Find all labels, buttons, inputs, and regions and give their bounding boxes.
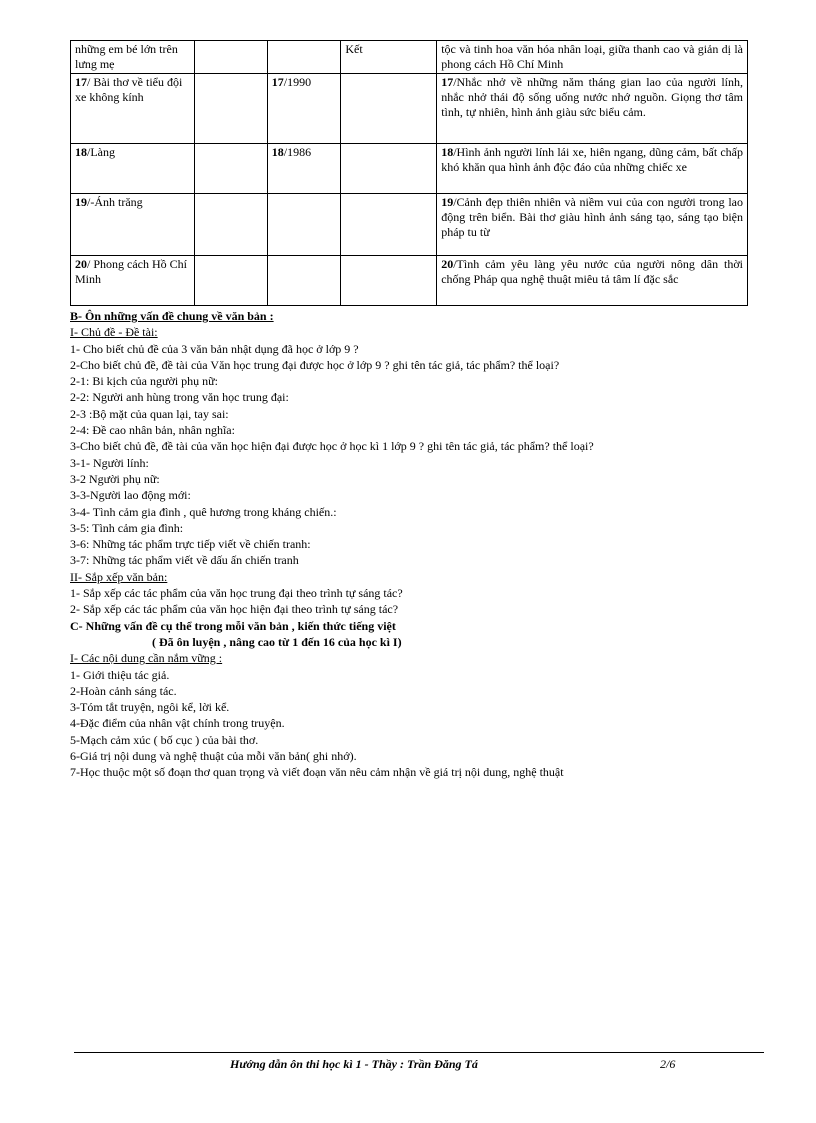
item-number: 20 [441,257,454,271]
list-item: 3-1- Người lính: [70,455,149,470]
table-cell-c3 [267,256,341,306]
list-item: 3-5: Tình cảm gia đình: [70,520,184,535]
cell-text: tộc và tinh hoa văn hóa nhân loại, giữa thanh cao và giản dị là phong cách Hồ Chí Minh [441,42,743,71]
table-cell-c3 [267,41,341,74]
table-cell-c2 [195,144,268,194]
list-item: 2-1: Bi kịch của người phụ nữ: [70,374,219,389]
item-number: 19 [441,195,454,209]
cell-text: / Bài thơ về tiểu đội xe không kính [75,75,183,104]
list-item: 3-7: Những tác phẩm viết về dấu ấn chiến tranh [70,553,299,568]
table-cell-c5 [437,74,748,144]
list-item: 3-Cho biết chủ đề, đề tài của văn học hiện đại được học ở học kì 1 lớp 9 ? ghi tên tác giả, tác phẩm? thể loại? [70,439,594,454]
page-number: 2/6 [660,1057,676,1071]
table-cell-c2 [195,41,268,74]
document-page [70,40,750,781]
page-footer [74,1052,764,1071]
cell-text: những em bé lớn trên lưng mẹ [75,42,178,71]
list-item: 3-Tóm tắt truyện, ngôi kể, lời kể. [70,700,230,715]
list-item: 2-Hoàn cảnh sáng tác. [70,683,177,698]
table-row [71,74,748,144]
item-number: 20 [75,257,87,271]
table-cell-c5 [437,144,748,194]
list-item: 1- Sắp xếp các tác phẩm của văn học trung đại theo trình tự sáng tác? [70,586,403,601]
list-item: 1- Cho biết chủ đề của 3 văn bản nhật dụng đã học ở lớp 9 ? [70,341,359,356]
section-b-sub1: I- Chủ đề - Đề tài: [70,325,158,340]
table-row [71,144,748,194]
list-item: 6-Giá trị nội dung và nghệ thuật của mỗi văn bản( ghi nhớ). [70,749,357,764]
item-number: 18 [75,145,87,159]
list-item: 1- Giới thiệu tác giả. [70,667,170,682]
list-item: 2-Cho biết chủ đề, đề tài của Văn học trung đại được học ở lớp 9 ? ghi tên tác giả, tác phẩm? thể loại? [70,357,560,372]
table-cell-c3 [267,194,341,256]
section-c-subtitle: ( Đã ôn luyện , nâng cao từ 1 đến 16 của học kì I) [152,634,402,649]
list-item: 5-Mạch cảm xúc ( bố cục ) của bài thơ. [70,732,259,747]
table-row [71,194,748,256]
table-cell-c2 [195,74,268,144]
table-cell-c1 [71,41,195,74]
section-c [70,618,750,781]
item-number: 17 [441,75,454,89]
cell-text: / Phong cách Hồ Chí Minh [75,257,187,286]
list-item: 4-Đặc điểm của nhân vật chính trong truyện. [70,716,285,731]
list-item: 3-4- Tình cảm gia đình , quê hương trong kháng chiến.: [70,504,337,519]
item-number: 17 [271,75,284,89]
table-cell-c1 [71,74,195,144]
table-cell-c3 [267,74,341,144]
table-cell-c3 [267,144,341,194]
section-b-sub2: II- Sắp xếp văn bản: [70,569,168,584]
list-item: 3-3-Người lao động mới: [70,488,191,503]
cell-text: /Nhắc nhở về những năm tháng gian lao của người lính, nhắc nhở thái độ sống uống nước nhớ nguồn. Giọng thơ tâm tình, tự nhiên, hình ảnh giàu sức biểu cảm. [441,75,743,119]
table-cell-c4 [341,74,437,144]
list-item: 2-3 :Bộ mặt của quan lại, tay sai: [70,406,229,421]
list-item: 3-2 Người phụ nữ: [70,471,160,486]
cell-text: /1986 [283,145,312,159]
list-item: 2- Sắp xếp các tác phẩm của văn học hiện đại theo trình tự sáng tác? [70,602,399,617]
cell-text: /Làng [87,145,115,159]
table-cell-c1 [71,256,195,306]
list-item: 3-6: Những tác phẩm trực tiếp viết về chiến tranh: [70,537,311,552]
table-cell-c4 [341,144,437,194]
table-cell-c2 [195,194,268,256]
cell-text: /Hình ảnh người lính lái xe, hiên ngang, dũng cảm, bất chấp khó khăn qua hình ảnh độc đáo của những chiếc xe [441,145,743,174]
item-number: 19 [75,195,87,209]
table-cell-c5 [437,41,748,74]
table-cell-c2 [195,256,268,306]
item-number: 18 [271,145,284,159]
cell-text: /Tình cảm yêu làng yêu nước của người nông dân thời chống Pháp qua nghệ thuật miêu tả tâm lí đặc sắc [441,257,743,286]
section-c-title: C- Những vấn đề cụ thể trong mỗi văn bản , kiến thức tiếng việt [70,618,396,633]
table-cell-c4 [341,256,437,306]
table-cell-c5 [437,256,748,306]
table-cell-c1 [71,144,195,194]
cell-text: /-Ánh trăng [87,195,143,209]
literature-table [70,40,748,306]
table-cell-c4 [341,41,437,74]
cell-text: /Cảnh đẹp thiên nhiên và niềm vui của con người trong lao động trên biển. Bài thơ giàu hình ảnh sáng tạo, sáng tạo biện pháp tu từ [441,195,743,239]
list-item: 2-2: Người anh hùng trong văn học trung đại: [70,390,289,405]
table-row [71,256,748,306]
item-number: 18 [441,145,454,159]
list-item: 7-Học thuộc một số đoạn thơ quan trọng và viết đoạn văn nêu cảm nhận về giá trị nội dung, nghệ thuật [70,765,564,780]
table-row [71,41,748,74]
cell-text: Kết [345,42,363,56]
section-b [70,308,750,618]
list-item: 2-4: Đề cao nhân bản, nhân nghĩa: [70,423,235,438]
item-number: 17 [75,75,87,89]
footer-text: Hướng dẫn ôn thi học kì 1 - Thầy : Trần Đăng Tá [230,1057,478,1071]
section-b-title: B- Ôn những vấn đề chung về văn bản : [70,309,274,323]
table-cell-c1 [71,194,195,256]
section-c-sub1: I- Các nội dung cần nắm vững : [70,651,223,666]
cell-text: /1990 [283,75,312,89]
table-cell-c5 [437,194,748,256]
table-cell-c4 [341,194,437,256]
